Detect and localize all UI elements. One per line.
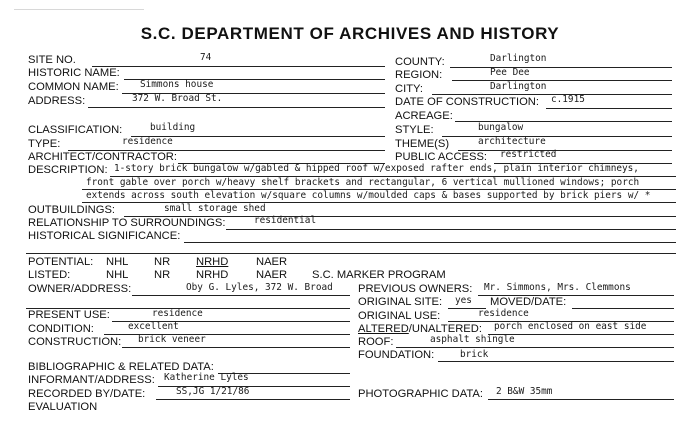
recorded-by-line — [156, 399, 350, 400]
bibliographic-label: BIBLIOGRAPHIC & RELATED DATA: — [28, 361, 214, 373]
evaluation-label: EVALUATION — [28, 401, 98, 413]
themes-value: architecture — [478, 136, 546, 147]
architect-label: ARCHITECT/CONTRACTOR: — [28, 151, 177, 163]
public-access-label: PUBLIC ACCESS: — [395, 151, 488, 163]
owner-address-label: OWNER/ADDRESS: — [28, 283, 132, 295]
potential-naer: NAER — [256, 256, 288, 268]
description-label: DESCRIPTION: — [28, 164, 108, 176]
public-access-value: restricted — [500, 149, 557, 160]
card-title: S.C. DEPARTMENT OF ARCHIVES AND HISTORY — [140, 24, 560, 43]
style-line — [442, 136, 672, 137]
region-label: REGION: — [395, 69, 443, 81]
address-value: 372 W. Broad St. — [132, 93, 223, 104]
date-of-construction-line — [546, 108, 672, 109]
address-label: ADDRESS: — [28, 95, 86, 107]
recorded-by-value: SS,JG 1/21/86 — [176, 386, 250, 397]
description-line-2: front gable over porch w/heavy shelf brackets and rectangular, 6 vertical mullioned windows; porch — [86, 177, 640, 188]
previous-owners-label: PREVIOUS OWNERS: — [358, 283, 473, 295]
address-line — [88, 107, 385, 108]
acreage-label: ACREAGE: — [395, 110, 453, 122]
foundation-value: brick — [460, 349, 489, 360]
informant-value: Katherine Lyles — [164, 372, 249, 383]
potential-label: POTENTIAL: — [28, 256, 94, 268]
photographic-data-line — [488, 399, 674, 400]
informant-label: INFORMANT/ADDRESS: — [28, 374, 155, 386]
historical-significance-label: HISTORICAL SIGNIFICANCE: — [28, 230, 181, 242]
listed-naer: NAER — [256, 269, 288, 281]
potential-nr: NR — [154, 256, 171, 268]
present-use-label: PRESENT USE: — [28, 309, 110, 321]
common-name-value: Simmons house — [140, 79, 214, 90]
construction-value: brick veneer — [138, 334, 206, 345]
scan-edge-mark — [14, 0, 144, 10]
alteration-line — [488, 334, 674, 335]
foundation-line — [438, 361, 674, 362]
historic-name-label: HISTORIC NAME: — [28, 67, 120, 79]
type-value: residence — [122, 136, 173, 147]
style-label: STYLE: — [395, 124, 434, 136]
city-label: CITY: — [395, 83, 423, 95]
relationship-value: residential — [254, 215, 317, 226]
county-value: Darlington — [490, 53, 547, 64]
style-value: bungalow — [478, 122, 524, 133]
alteration-value: porch enclosed on east side — [494, 321, 647, 332]
roof-value: asphalt shingle — [430, 334, 515, 345]
type-label: TYPE: — [28, 138, 61, 150]
construction-line — [122, 347, 350, 348]
photographic-data-label: PHOTOGRAPHIC DATA: — [358, 388, 483, 400]
themes-line — [458, 150, 672, 151]
classification-value: building — [150, 122, 196, 133]
previous-owners-value: Mr. Simmons, Mrs. Clemmons — [484, 282, 631, 293]
listed-label: LISTED: — [28, 269, 71, 281]
condition-label: CONDITION: — [28, 323, 94, 335]
listed-nrhd: NRHD — [196, 269, 229, 281]
relationship-line — [226, 229, 676, 230]
listed-nr: NR — [154, 269, 171, 281]
condition-value: excellent — [128, 321, 179, 332]
potential-nrhd: NRHD — [196, 256, 229, 268]
altered-option: ALTERED — [358, 323, 409, 335]
themes-label: THEME(S) — [395, 138, 450, 150]
city-value: Darlington — [490, 81, 547, 92]
construction-label: CONSTRUCTION: — [28, 336, 122, 348]
outbuildings-label: OUTBUILDINGS: — [28, 204, 116, 216]
region-value: Pee Dee — [490, 67, 530, 78]
significance-extra-line — [26, 253, 676, 254]
site-no-value: 74 — [200, 52, 212, 63]
unaltered-option: /UNALTERED: — [408, 323, 482, 335]
moved-date-label: MOVED/DATE: — [490, 296, 567, 308]
site-no-label: SITE NO. — [28, 54, 76, 66]
roof-line — [396, 347, 674, 348]
original-site-value: yes — [455, 295, 472, 306]
recorded-by-label: RECORDED BY/DATE: — [28, 388, 146, 400]
original-site-label: ORIGINAL SITE: — [358, 296, 443, 308]
moved-date-line — [572, 308, 674, 309]
site-no-line — [92, 66, 385, 67]
description-line-3: extends across south elevation w/square columns w/moulded caps & bases supported by brick piers w/ * — [86, 190, 651, 201]
owner-address-value: Oby G. Lyles, 372 W. Broad — [186, 282, 333, 293]
original-use-value: residence — [478, 308, 529, 319]
historical-significance-line — [184, 242, 676, 243]
relationship-label: RELATIONSHIP TO SURROUNDINGS: — [28, 217, 226, 229]
date-of-construction-value: c.1915 — [551, 94, 585, 105]
outbuildings-value: small storage shed — [164, 203, 266, 214]
roof-label: ROOF: — [358, 336, 394, 348]
date-of-construction-label: DATE OF CONSTRUCTION: — [395, 96, 539, 108]
photographic-data-value: 2 B&W 35mm — [496, 386, 553, 397]
classification-label: CLASSIFICATION: — [28, 124, 123, 136]
region-line — [452, 80, 672, 81]
potential-nhl: NHL — [106, 256, 129, 268]
owner-address-line — [132, 295, 350, 296]
county-line — [450, 67, 672, 68]
present-use-value: residence — [152, 308, 203, 319]
description-line-1: 1-story brick bungalow w/gabled & hipped roof w/exposed rafter ends, plain interior chimneys, — [114, 163, 639, 174]
county-label: COUNTY: — [395, 56, 445, 68]
marker-program-label: S.C. MARKER PROGRAM — [312, 269, 446, 281]
common-name-label: COMMON NAME: — [28, 81, 119, 93]
listed-nhl: NHL — [106, 269, 129, 281]
foundation-label: FOUNDATION: — [358, 349, 435, 361]
original-use-label: ORIGINAL USE: — [358, 310, 441, 322]
